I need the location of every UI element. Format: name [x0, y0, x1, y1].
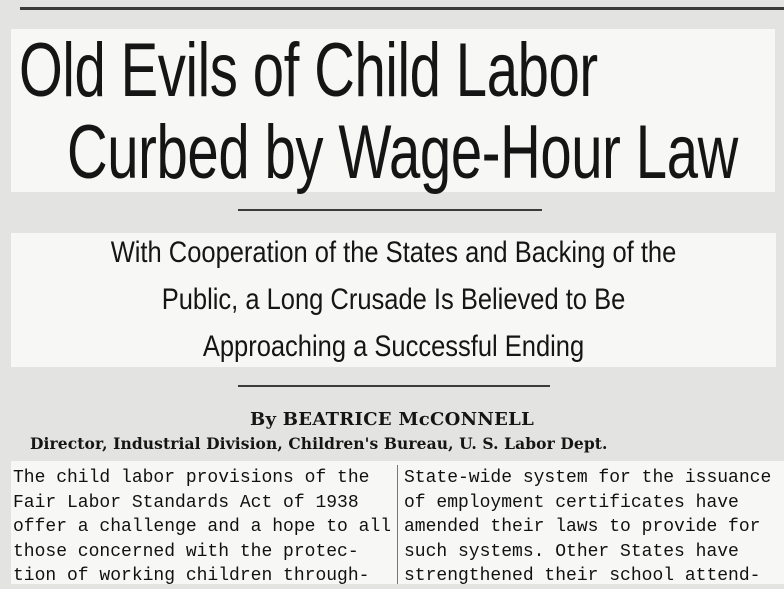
article-column-right: [404, 466, 778, 589]
subheadline-line-3: Approaching a Successful Ending: [202, 330, 585, 363]
divider-rule-1: [238, 209, 542, 211]
subheadline-line-1: With Cooperation of the States and Backing of the: [110, 236, 677, 269]
author-title: Director, Industrial Division, Children's Bureau, U. S. Labor Dept.: [30, 434, 608, 453]
body-line: tion of working children through-: [13, 566, 370, 586]
body-line: of employment certificates have: [404, 492, 739, 513]
body-line: State-wide system for the issuance: [404, 468, 772, 488]
column-divider: [397, 465, 398, 584]
body-line: offer a challenge and a hope to all: [13, 517, 392, 537]
body-line: Fair Labor Standards Act of 1938: [13, 492, 359, 513]
body-line: The child labor provisions of the: [13, 468, 370, 488]
divider-rule-2: [238, 385, 550, 387]
headline-block: [11, 28, 775, 195]
subheadline-block: [11, 233, 776, 367]
headline-line-1: Old Evils of Child Labor: [19, 28, 598, 113]
article-column-left: [13, 466, 393, 589]
body-line: those concerned with the protec-: [13, 541, 359, 562]
subheadline-line-2: Public, a Long Crusade Is Believed to Be: [161, 283, 626, 316]
top-rule: [20, 7, 784, 10]
byline: By BEATRICE McCONNELL: [249, 409, 535, 430]
body-line: amended their laws to provide for: [404, 517, 761, 537]
body-line: such systems. Other States have: [404, 541, 739, 562]
article-body: [11, 461, 784, 584]
body-line: strengthened their school attend-: [404, 566, 761, 586]
headline-line-2: Curbed by Wage-Hour Law: [67, 110, 738, 195]
